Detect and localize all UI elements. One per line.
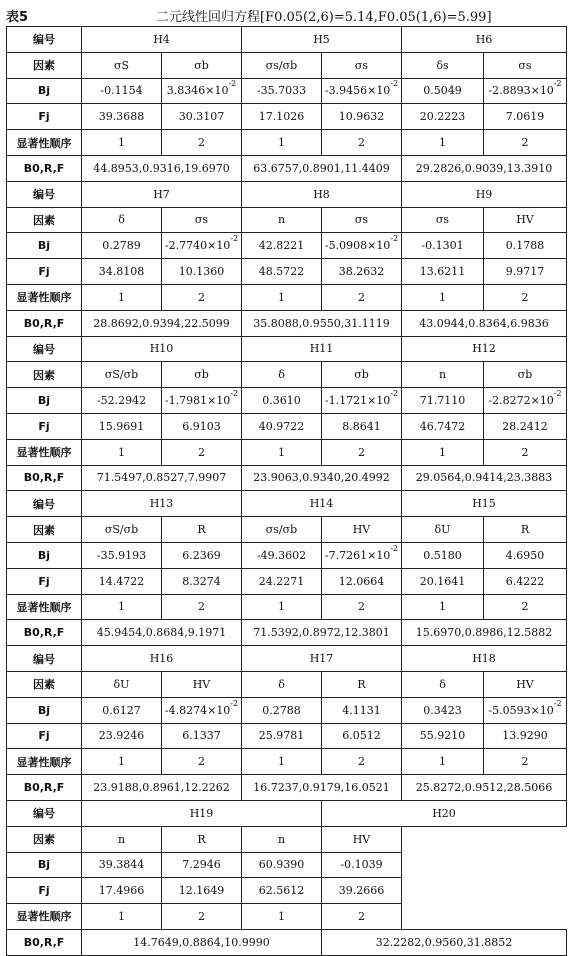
row-label-id: 编号 [7, 181, 82, 207]
fj-cell: 62.5612 [242, 878, 322, 904]
factor-row [7, 52, 567, 78]
factor-cell: σs/σb [242, 52, 322, 78]
summary-row [7, 620, 567, 646]
summary-cell: 29.0564,0.9414,23.3883 [402, 465, 567, 491]
row-label-fj: Fj [7, 878, 82, 904]
summary-cell: 71.5392,0.8972,12.3801 [242, 620, 402, 646]
summary-row [7, 155, 567, 181]
bj-cell: 0.3423 [402, 697, 484, 723]
summary-cell: 44.8953,0.9316,19.6970 [82, 155, 242, 181]
factor-cell: σs [402, 207, 484, 233]
fj-cell: 20.1641 [402, 568, 484, 594]
fj-cell: 39.3688 [82, 104, 162, 130]
row-label-bj: Bj [7, 542, 82, 568]
order-cell: 1 [402, 749, 484, 775]
order-row [7, 439, 567, 465]
model-id-cell: H6 [402, 27, 567, 53]
order-cell: 1 [402, 130, 484, 156]
fj-cell: 13.6211 [402, 259, 484, 285]
row-label-summary: B0,R,F [7, 155, 82, 181]
row-label-order: 显著性顺序 [7, 130, 82, 156]
order-cell: 2 [484, 749, 567, 775]
fj-cell: 7.0619 [484, 104, 567, 130]
summary-row [7, 775, 567, 801]
fj-row [7, 413, 567, 439]
bj-cell: 0.5180 [402, 542, 484, 568]
order-cell: 1 [242, 749, 322, 775]
factor-row [7, 207, 567, 233]
factor-row [7, 826, 567, 852]
order-cell: 2 [322, 284, 402, 310]
row-label-order: 显著性顺序 [7, 439, 82, 465]
model-id-cell: H11 [242, 336, 402, 362]
order-cell: 1 [82, 284, 162, 310]
model-id-cell: H12 [402, 336, 567, 362]
table-title: 二元线性回归方程[F0.05(2,6)=5.14,F0.05(1,6)=5.99] [156, 10, 492, 25]
order-cell: 2 [162, 130, 242, 156]
fj-cell: 8.3274 [162, 568, 242, 594]
bj-cell: $-2.8272\times 10^{-2}$ [484, 388, 567, 414]
summary-cell: 32.2282,0.9560,31.8852 [322, 929, 567, 955]
bj-cell: 4.6950 [484, 542, 567, 568]
row-label-fj: Fj [7, 104, 82, 130]
summary-cell: 23.9063,0.9340,20.4992 [242, 465, 402, 491]
order-cell: 1 [242, 904, 322, 930]
order-cell: 1 [242, 284, 322, 310]
model-id-row [7, 800, 567, 826]
bj-cell: -35.7033 [242, 78, 322, 104]
bj-cell: 0.5049 [402, 78, 484, 104]
bj-cell: 60.9390 [242, 852, 322, 878]
order-cell: 2 [322, 439, 402, 465]
factor-cell: HV [322, 517, 402, 543]
fj-cell: 40.9722 [242, 413, 322, 439]
fj-cell: 46.7472 [402, 413, 484, 439]
factor-cell: δ [82, 207, 162, 233]
row-label-summary: B0,R,F [7, 310, 82, 336]
order-row [7, 130, 567, 156]
factor-cell: n [242, 826, 322, 852]
fj-cell: 10.9632 [322, 104, 402, 130]
order-cell: 1 [82, 439, 162, 465]
row-label-summary: B0,R,F [7, 775, 82, 801]
factor-cell: δ [242, 362, 322, 388]
order-cell: 1 [402, 439, 484, 465]
model-id-row [7, 336, 567, 362]
summary-cell: 29.2826,0.9039,13.3910 [402, 155, 567, 181]
order-cell: 1 [242, 594, 322, 620]
fj-cell: 38.2632 [322, 259, 402, 285]
fj-cell: 10.1360 [162, 259, 242, 285]
bj-cell: 4.1131 [322, 697, 402, 723]
model-id-row [7, 646, 567, 672]
fj-cell: 6.0512 [322, 723, 402, 749]
regression-table [6, 26, 567, 956]
summary-cell: 28.8692,0.9394,22.5099 [82, 310, 242, 336]
factor-cell: σb [162, 52, 242, 78]
fj-cell: 23.9246 [82, 723, 162, 749]
fj-row [7, 104, 567, 130]
bj-cell: 42.8221 [242, 233, 322, 259]
model-id-cell: H17 [242, 646, 402, 672]
order-row [7, 904, 567, 930]
bj-cell: 39.3844 [82, 852, 162, 878]
factor-cell: R [322, 671, 402, 697]
row-label-factor: 因素 [7, 826, 82, 852]
fj-row [7, 259, 567, 285]
summary-row [7, 465, 567, 491]
row-label-id: 编号 [7, 27, 82, 53]
row-label-order: 显著性顺序 [7, 904, 82, 930]
fj-cell: 15.9691 [82, 413, 162, 439]
bj-cell: $-5.0593\times 10^{-2}$ [484, 697, 567, 723]
row-label-fj: Fj [7, 413, 82, 439]
factor-cell: δ [242, 671, 322, 697]
row-label-id: 编号 [7, 800, 82, 826]
order-cell: 2 [484, 284, 567, 310]
row-label-fj: Fj [7, 568, 82, 594]
model-id-cell: H5 [242, 27, 402, 53]
model-id-row [7, 491, 567, 517]
model-id-cell: H19 [82, 800, 322, 826]
row-label-id: 编号 [7, 336, 82, 362]
factor-row [7, 671, 567, 697]
factor-cell: n [402, 362, 484, 388]
row-label-bj: Bj [7, 852, 82, 878]
factor-cell: σs [484, 52, 567, 78]
factor-cell: σS/σb [82, 362, 162, 388]
factor-cell: σs [322, 52, 402, 78]
order-cell: 1 [242, 130, 322, 156]
model-id-cell: H14 [242, 491, 402, 517]
fj-cell: 8.8641 [322, 413, 402, 439]
order-cell: 1 [402, 284, 484, 310]
order-cell: 1 [82, 130, 162, 156]
order-cell: 2 [322, 594, 402, 620]
bj-cell: 0.3610 [242, 388, 322, 414]
bj-row [7, 388, 567, 414]
row-label-fj: Fj [7, 259, 82, 285]
row-label-order: 显著性顺序 [7, 594, 82, 620]
order-cell: 1 [82, 749, 162, 775]
order-cell: 2 [162, 749, 242, 775]
model-id-row [7, 181, 567, 207]
factor-cell: HV [322, 826, 402, 852]
factor-cell: σS/σb [82, 517, 162, 543]
order-cell: 2 [322, 749, 402, 775]
factor-cell: R [484, 517, 567, 543]
model-id-cell: H9 [402, 181, 567, 207]
row-label-factor: 因素 [7, 52, 82, 78]
fj-cell: 17.1026 [242, 104, 322, 130]
row-label-bj: Bj [7, 697, 82, 723]
fj-cell: 13.9290 [484, 723, 567, 749]
bj-cell: 0.2789 [82, 233, 162, 259]
summary-cell: 14.7649,0.8864,10.9990 [82, 929, 322, 955]
summary-cell: 16.7237,0.9179,16.0521 [242, 775, 402, 801]
bj-cell: -0.1039 [322, 852, 402, 878]
summary-cell: 43.0944,0.8364,6.9836 [402, 310, 567, 336]
bj-cell: $-2.8893\times 10^{-2}$ [484, 78, 567, 104]
factor-cell: δ [402, 671, 484, 697]
row-label-order: 显著性顺序 [7, 284, 82, 310]
model-id-row [7, 27, 567, 53]
order-row [7, 284, 567, 310]
fj-cell: 34.8108 [82, 259, 162, 285]
row-label-summary: B0,R,F [7, 465, 82, 491]
fj-cell: 39.2666 [322, 878, 402, 904]
order-cell: 1 [82, 904, 162, 930]
bj-cell: 0.1788 [484, 233, 567, 259]
order-cell: 2 [322, 130, 402, 156]
row-label-order: 显著性顺序 [7, 749, 82, 775]
factor-cell: δU [402, 517, 484, 543]
summary-cell: 25.8272,0.9512,28.5066 [402, 775, 567, 801]
row-label-bj: Bj [7, 233, 82, 259]
model-id-cell: H16 [82, 646, 242, 672]
summary-row [7, 929, 567, 955]
bj-cell: -35.9193 [82, 542, 162, 568]
factor-cell: HV [162, 671, 242, 697]
factor-cell: σs [162, 207, 242, 233]
order-cell: 2 [162, 904, 242, 930]
model-id-cell: H10 [82, 336, 242, 362]
fj-cell: 55.9210 [402, 723, 484, 749]
summary-cell: 63.6757,0.8901,11.4409 [242, 155, 402, 181]
factor-cell: σb [484, 362, 567, 388]
bj-row [7, 697, 567, 723]
bj-cell: $-1.1721\times 10^{-2}$ [322, 388, 402, 414]
bj-cell: $-5.0908\times 10^{-2}$ [322, 233, 402, 259]
model-id-cell: H7 [82, 181, 242, 207]
factor-cell: HV [484, 671, 567, 697]
bj-cell: 6.2369 [162, 542, 242, 568]
model-id-cell: H8 [242, 181, 402, 207]
order-row [7, 749, 567, 775]
row-label-factor: 因素 [7, 517, 82, 543]
factor-cell: σS [82, 52, 162, 78]
factor-cell: n [82, 826, 162, 852]
bj-cell: $-3.9456\times 10^{-2}$ [322, 78, 402, 104]
model-id-cell: H20 [322, 800, 567, 826]
fj-cell: 14.4722 [82, 568, 162, 594]
order-cell: 2 [484, 130, 567, 156]
factor-cell: δs [402, 52, 484, 78]
fj-cell: 24.2271 [242, 568, 322, 594]
factor-cell: σb [322, 362, 402, 388]
summary-cell: 35.8088,0.9550,31.1119 [242, 310, 402, 336]
factor-cell: σs [322, 207, 402, 233]
row-label-summary: B0,R,F [7, 929, 82, 955]
order-row [7, 594, 567, 620]
bj-cell: $3.8346\times 10^{-2}$ [162, 78, 242, 104]
fj-cell: 9.9717 [484, 259, 567, 285]
factor-cell: σs/σb [242, 517, 322, 543]
model-id-cell: H4 [82, 27, 242, 53]
factor-row [7, 362, 567, 388]
row-label-factor: 因素 [7, 671, 82, 697]
row-label-fj: Fj [7, 723, 82, 749]
factor-cell: HV [484, 207, 567, 233]
model-id-cell: H15 [402, 491, 567, 517]
summary-row [7, 310, 567, 336]
order-cell: 1 [82, 594, 162, 620]
fj-cell: 12.1649 [162, 878, 242, 904]
factor-cell: σb [162, 362, 242, 388]
bj-row [7, 852, 567, 878]
fj-cell: 48.5722 [242, 259, 322, 285]
bj-cell: 71.7110 [402, 388, 484, 414]
order-cell: 2 [484, 439, 567, 465]
summary-cell: 45.9454,0.8684,9.1971 [82, 620, 242, 646]
model-id-cell: H13 [82, 491, 242, 517]
fj-row [7, 723, 567, 749]
row-label-id: 编号 [7, 646, 82, 672]
row-label-id: 编号 [7, 491, 82, 517]
summary-cell: 15.6970,0.8986,12.5882 [402, 620, 567, 646]
bj-cell: -52.2942 [82, 388, 162, 414]
summary-cell: 71.5497,0.8527,7.9907 [82, 465, 242, 491]
row-label-bj: Bj [7, 78, 82, 104]
fj-cell: 6.9103 [162, 413, 242, 439]
bj-cell: -49.3602 [242, 542, 322, 568]
bj-cell: 0.2788 [242, 697, 322, 723]
order-cell: 1 [242, 439, 322, 465]
fj-cell: 6.4222 [484, 568, 567, 594]
row-label-bj: Bj [7, 388, 82, 414]
order-cell: 2 [162, 284, 242, 310]
order-cell: 2 [162, 594, 242, 620]
factor-row [7, 517, 567, 543]
factor-cell: R [162, 826, 242, 852]
fj-cell: 30.3107 [162, 104, 242, 130]
bj-cell: $-1.7981\times 10^{-2}$ [162, 388, 242, 414]
summary-cell: 23.9188,0.8961,12.2262 [82, 775, 242, 801]
bj-row [7, 542, 567, 568]
factor-cell: n [242, 207, 322, 233]
bj-row [7, 233, 567, 259]
fj-cell: 25.9781 [242, 723, 322, 749]
fj-cell: 28.2412 [484, 413, 567, 439]
row-label-factor: 因素 [7, 362, 82, 388]
fj-cell: 6.1337 [162, 723, 242, 749]
fj-cell: 17.4966 [82, 878, 162, 904]
order-cell: 2 [162, 439, 242, 465]
bj-row [7, 78, 567, 104]
bj-cell: $-7.7261\times 10^{-2}$ [322, 542, 402, 568]
factor-cell: R [162, 517, 242, 543]
bj-cell: -0.1154 [82, 78, 162, 104]
fj-row [7, 878, 567, 904]
order-cell: 2 [484, 594, 567, 620]
bj-cell: -0.1301 [402, 233, 484, 259]
bj-cell: 7.2946 [162, 852, 242, 878]
bj-cell: 0.6127 [82, 697, 162, 723]
model-id-cell: H18 [402, 646, 567, 672]
factor-cell: δU [82, 671, 162, 697]
order-cell: 1 [402, 594, 484, 620]
row-label-factor: 因素 [7, 207, 82, 233]
order-cell: 2 [322, 904, 402, 930]
bj-cell: $-4.8274\times 10^{-2}$ [162, 697, 242, 723]
table-number: 表5 [6, 10, 29, 25]
fj-cell: 20.2223 [402, 104, 484, 130]
bj-cell: $-2.7740\times 10^{-2}$ [162, 233, 242, 259]
fj-row [7, 568, 567, 594]
fj-cell: 12.0664 [322, 568, 402, 594]
table-caption [6, 4, 566, 26]
row-label-summary: B0,R,F [7, 620, 82, 646]
